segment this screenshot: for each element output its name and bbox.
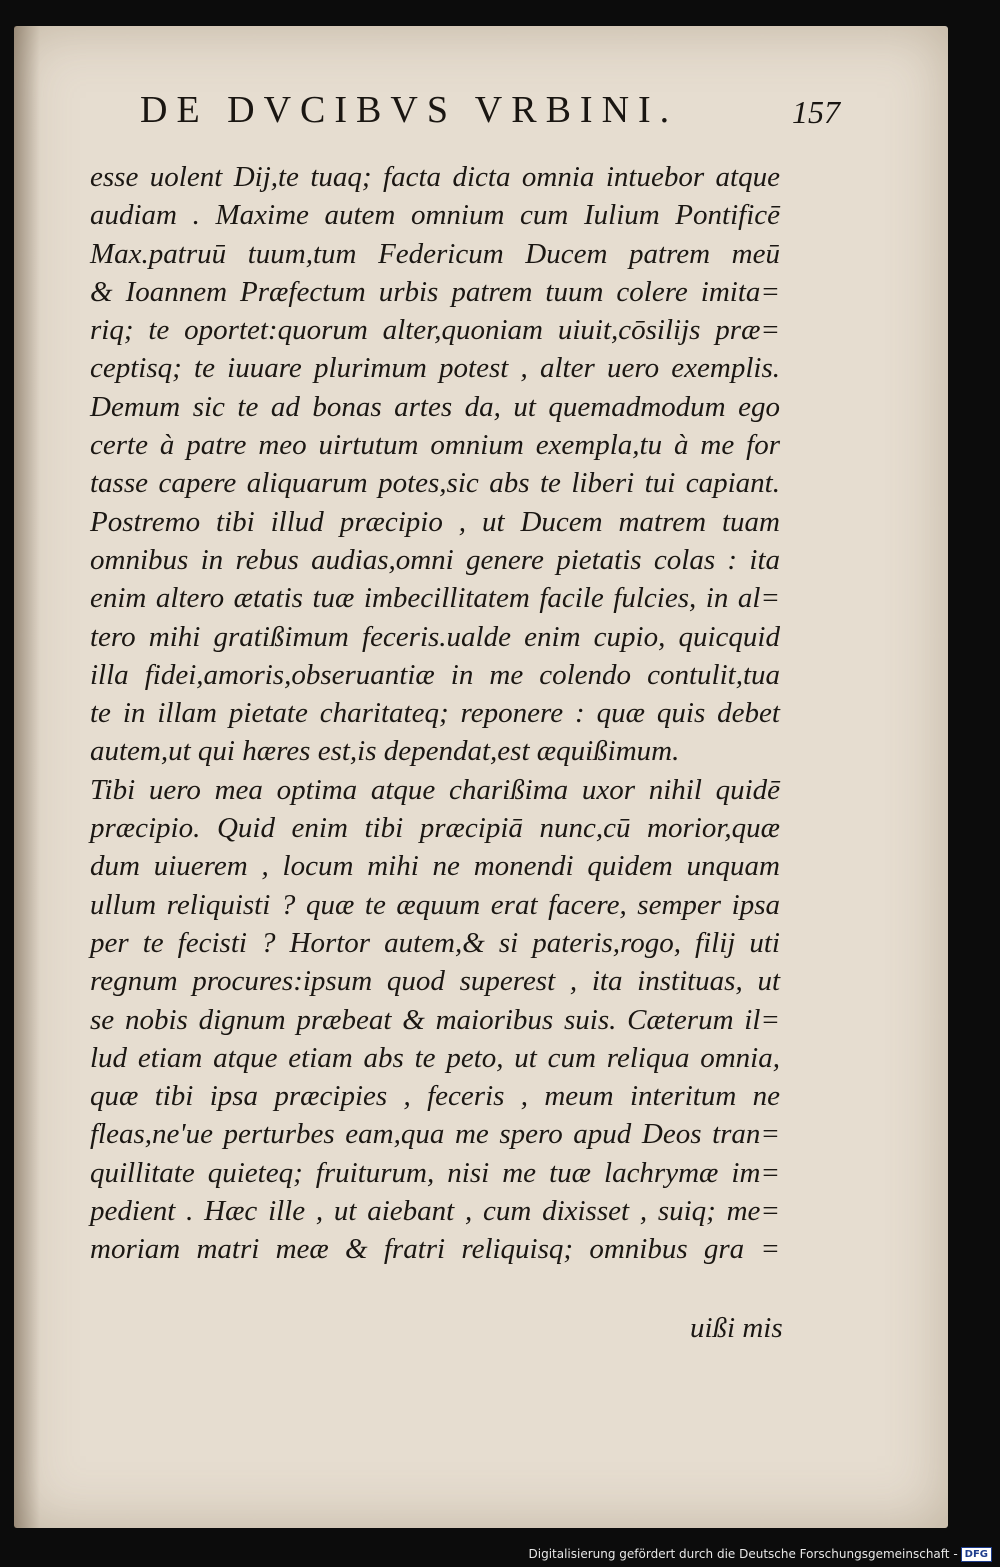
- text-line: Tibi uero mea optima atque charißima uxor nihil quidē: [90, 773, 780, 806]
- body-text: [90, 158, 780, 1269]
- text-line: enim altero ætatis tuæ imbecillitatem facile fulcies, in al=: [90, 582, 780, 615]
- text-line: Max.patruū tuum,tum Federicum Ducem patrem meū: [90, 237, 780, 270]
- book-page: [14, 26, 948, 1528]
- page-number: 157: [792, 94, 840, 130]
- text-line: tero mihi gratißimum feceris.ualde enim cupio, quicquid: [90, 620, 780, 653]
- text-line: se nobis dignum præbeat & maioribus suis. Cæterum il=: [90, 1003, 780, 1036]
- text-line: te in illam pietate charitateq; reponere : quæ quis debet: [90, 697, 780, 730]
- text-line: ceptisq; te iuuare plurimum potest , alter uero exemplis.: [90, 352, 780, 385]
- digitization-footer: [529, 1544, 993, 1564]
- text-line: per te fecisti ? Hortor autem,& si pateris,rogo, filij uti: [90, 926, 780, 959]
- catchword: uißi mis: [690, 1312, 783, 1344]
- text-line: omnibus in rebus audias,omni genere pietatis colas : ita: [90, 543, 780, 576]
- text-line: fleas,ne'ue perturbes eam,qua me spero apud Deos tran=: [90, 1118, 780, 1151]
- text-line: præcipio. Quid enim tibi præcipiā nunc,cū morior,quæ: [90, 812, 780, 845]
- text-line: regnum procures:ipsum quod superest , ita instituas, ut: [90, 965, 780, 998]
- text-line: lud etiam atque etiam abs te peto, ut cum reliqua omnia,: [90, 1041, 780, 1074]
- page-header: [140, 88, 840, 148]
- text-line: Postremo tibi illud præcipio , ut Ducem matrem tuam: [90, 505, 780, 538]
- text-line: autem,ut qui hæres est,is dependat,est æquißimum.: [90, 735, 680, 768]
- text-line: Demum sic te ad bonas artes da, ut quemadmodum ego: [90, 390, 780, 423]
- text-line: illa fidei,amoris,obseruantiæ in me colendo contulit,tua: [90, 658, 780, 691]
- text-line: tasse capere aliquarum potes,sic abs te liberi tui capiant.: [90, 467, 780, 500]
- text-line: dum uiuerem , locum mihi ne monendi quidem unquam: [90, 850, 780, 883]
- text-line: pedient . Hæc ille , ut aiebant , cum dixisset , suiq; me=: [90, 1195, 780, 1228]
- text-line: quæ tibi ipsa præcipies , feceris , meum interitum ne: [90, 1080, 780, 1113]
- text-line: riq; te oportet:quorum alter,quoniam uiuit,cōsilijs præ=: [90, 314, 780, 347]
- text-line: certe à patre meo uirtutum omnium exempla,tu à me for: [90, 429, 780, 462]
- text-line: & Ioannem Præfectum urbis patrem tuum colere imita=: [90, 275, 780, 308]
- text-line: esse uolent Dij,te tuaq; facta dicta omnia intuebor atque: [90, 161, 780, 193]
- text-line: quillitate quieteq; fruiturum, nisi me tuæ lachrymæ im=: [90, 1156, 780, 1189]
- footer-credit: Digitalisierung gefördert durch die Deutsche Forschungsgemeinschaft -: [528, 1547, 958, 1561]
- dfg-logo-icon: DFG: [961, 1547, 992, 1562]
- running-head: DE DVCIBVS VRBINI.: [140, 89, 679, 131]
- text-line: audiam . Maxime autem omnium cum Iulium Pontificē: [90, 199, 780, 232]
- text-line: ullum reliquisti ? quæ te æquum erat facere, semper ipsa: [90, 888, 780, 921]
- text-line: moriam matri meæ & fratri reliquisq; omnibus gra =: [90, 1233, 780, 1266]
